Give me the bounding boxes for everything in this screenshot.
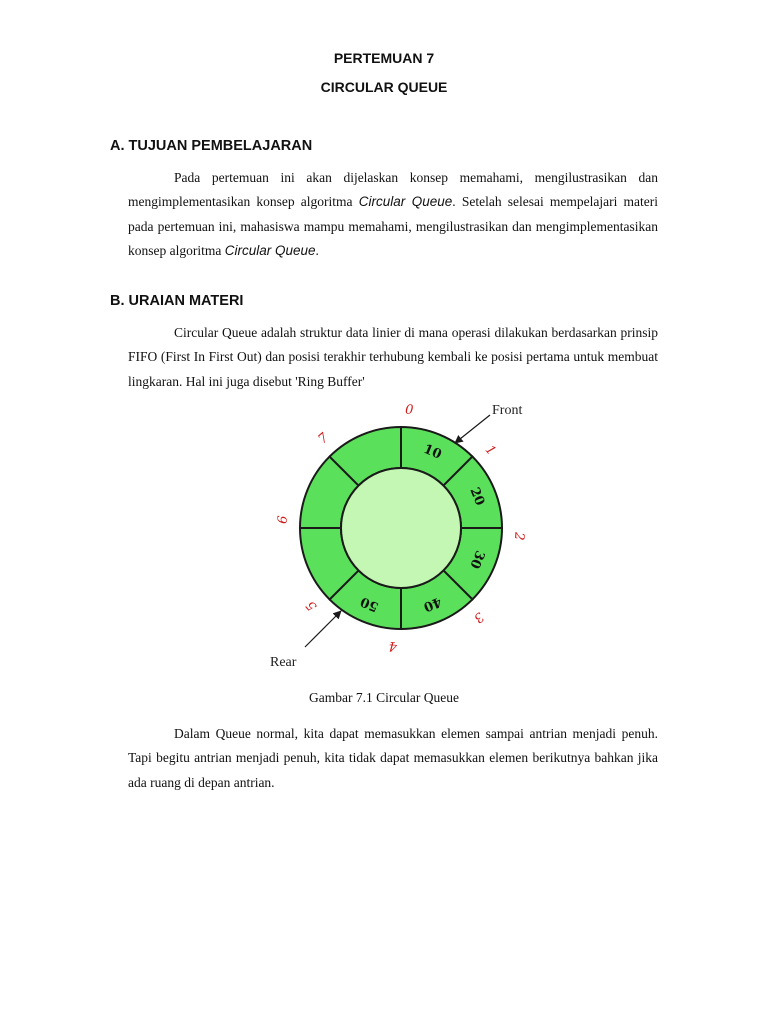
rear-label: Rear — [270, 655, 297, 670]
section-a-text-2: . Setelah selesai mempelajari materi pada pertemuan ini, mahasiswa mampu memahami, mengilustrasikan dan mengimplementasikan konsep algoritma — [128, 194, 659, 258]
section-a-term-1: Circular Queue — [358, 194, 453, 210]
queue-index-7: 7 — [315, 430, 332, 448]
section-a-term-2: Circular Queue — [224, 242, 316, 258]
meeting-title: PERTEMUAN 7 — [333, 50, 435, 66]
circular-queue-figure — [260, 395, 550, 670]
queue-value-0: 10 — [421, 441, 444, 463]
queue-index-5: 5 — [303, 597, 321, 614]
section-b-paragraph-2-text: Dalam Queue normal, kita dapat memasukkan elemen sampai antrian menjadi penuh. Tapi begitu antrian menjadi penuh, kita tidak dapat memasukkan elemen berikutnya bahkan jika ada ruang di depan antrian. — [128, 726, 658, 790]
section-b-heading: B. URAIAN MATERI — [110, 293, 244, 309]
rear-arrow — [305, 611, 341, 647]
front-arrow — [455, 415, 490, 443]
front-label: Front — [492, 403, 523, 418]
section-b-paragraph-1 — [128, 321, 658, 394]
queue-index-2: 2 — [510, 531, 527, 541]
section-a-heading: A. TUJUAN PEMBELAJARAN — [110, 138, 313, 154]
queue-value-4: 50 — [358, 593, 381, 615]
queue-index-0: 0 — [404, 402, 414, 419]
queue-index-6: 6 — [275, 515, 292, 525]
figure-caption: Gambar 7.1 Circular Queue — [309, 690, 459, 705]
queue-center — [341, 468, 461, 588]
section-a-text-1: Pada pertemuan ini akan dijelaskan konsep memahami, mengilustrasikan dan mengimplementasikan konsep algoritma — [128, 170, 658, 210]
section-a-text-3: . — [315, 242, 319, 258]
section-a-paragraph — [128, 166, 658, 263]
queue-value-3: 40 — [421, 593, 444, 615]
queue-index-1: 1 — [481, 442, 499, 459]
queue-index-4: 4 — [388, 637, 398, 654]
queue-value-1: 20 — [466, 485, 488, 508]
section-b-paragraph-2 — [128, 722, 658, 795]
queue-value-2: 30 — [466, 548, 488, 571]
topic-title: CIRCULAR QUEUE — [320, 79, 448, 95]
section-b-paragraph-1-text: Circular Queue adalah struktur data linier di mana operasi dilakukan berdasarkan prinsip FIFO (First In First Out) dan posisi terakhir terhubung kembali ke posisi pertama untuk membuat lingkaran. Hal ini juga disebut 'Ring Buffer' — [128, 325, 658, 389]
queue-ring — [300, 427, 502, 629]
queue-index-3: 3 — [470, 608, 487, 626]
